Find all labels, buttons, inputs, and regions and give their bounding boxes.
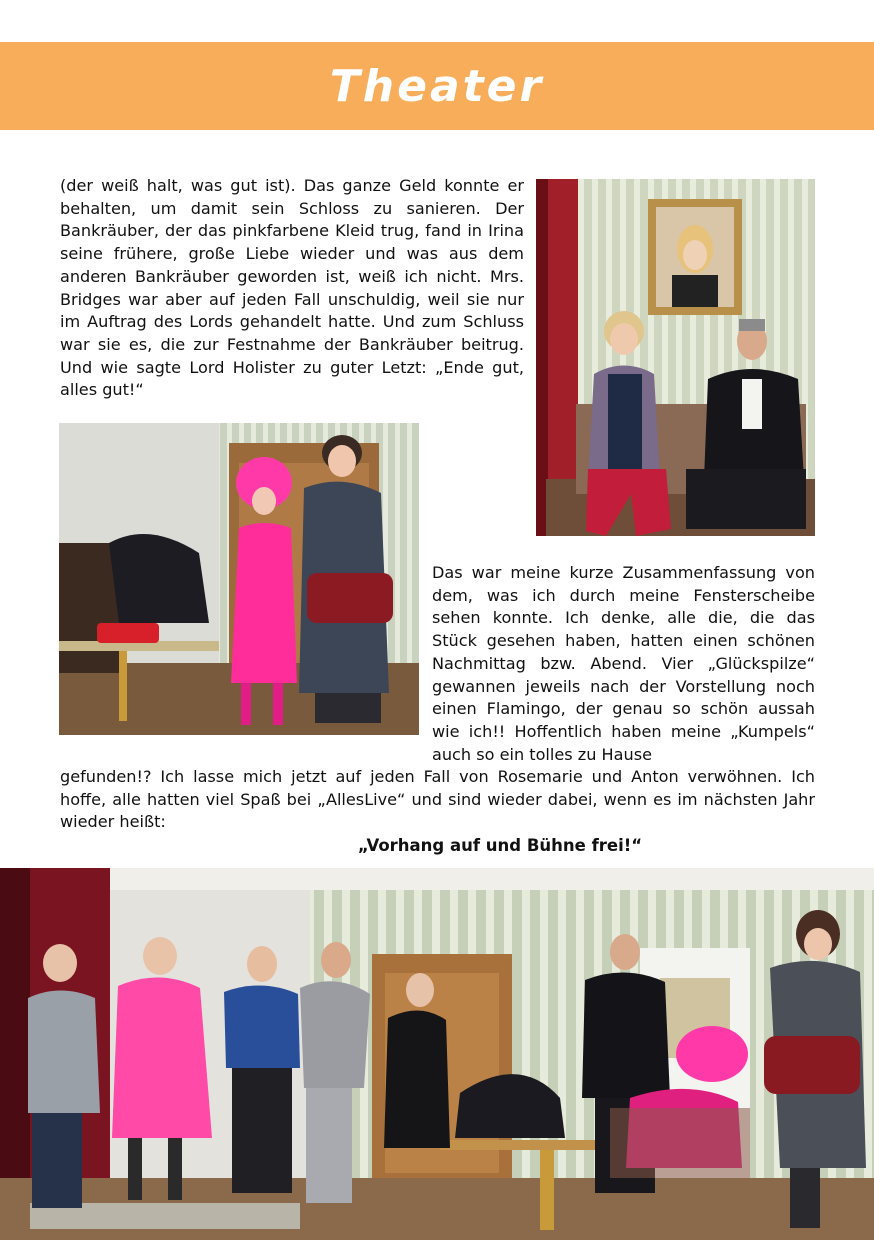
article-paragraph-1: (der weiß halt, was gut ist). Das ganze Geld konnte er behalten, um damit sein Schloss zu sanieren. Der Bankräuber, der das pinkfarbene Kleid trug, fand in Irina seine frühere, große Liebe wieder und was aus dem anderen Bankräuber geworden ist, weiß ich nicht. Mrs. Bridges war aber auf jeden Fall unschuldig, weil sie nur im Auftrag des Lords gehandelt hatte. Und zum Schluss war sie es, die zur Festnahme der Bankräuber beitrug. Und wie sagte Lord Holister zu guter Letzt: „Ende gut, alles gut!“ xyxy=(60,176,524,400)
photo-cast-on-stage xyxy=(0,868,874,1240)
article-paragraph-2: Das war meine kurze Zusammenfassung von dem, was ich durch meine Fensterscheibe sehen konnte. Ich denke, alle die, die das Stück gesehen haben, hatten einen schönen Nachmittag bzw. Abend. Vier „Glückspilze“ gewannen jeweils nach der Vorstellung noch einen Flamingo, der genau so schön aussah wie ich!! Hoffentlich haben meine „Kumpels“ auch so ein tolles zu Hause xyxy=(432,563,815,764)
title-banner xyxy=(0,42,874,130)
closing-quote: „Vorhang auf und Bühne frei!“ xyxy=(357,836,643,855)
photo-couple-on-sofa xyxy=(536,179,815,536)
article-paragraph-3: gefunden!? Ich lasse mich jetzt auf jeden Fall von Rosemarie und Anton verwöhnen. Ich hoffe, alle hatten viel Spaß bei „AllesLive“ und sind wieder dabei, wenn es im nächsten Jahr wieder heißt: xyxy=(60,767,815,832)
photo-pink-costume-scene xyxy=(59,423,419,735)
page-title: Theater xyxy=(329,60,545,112)
